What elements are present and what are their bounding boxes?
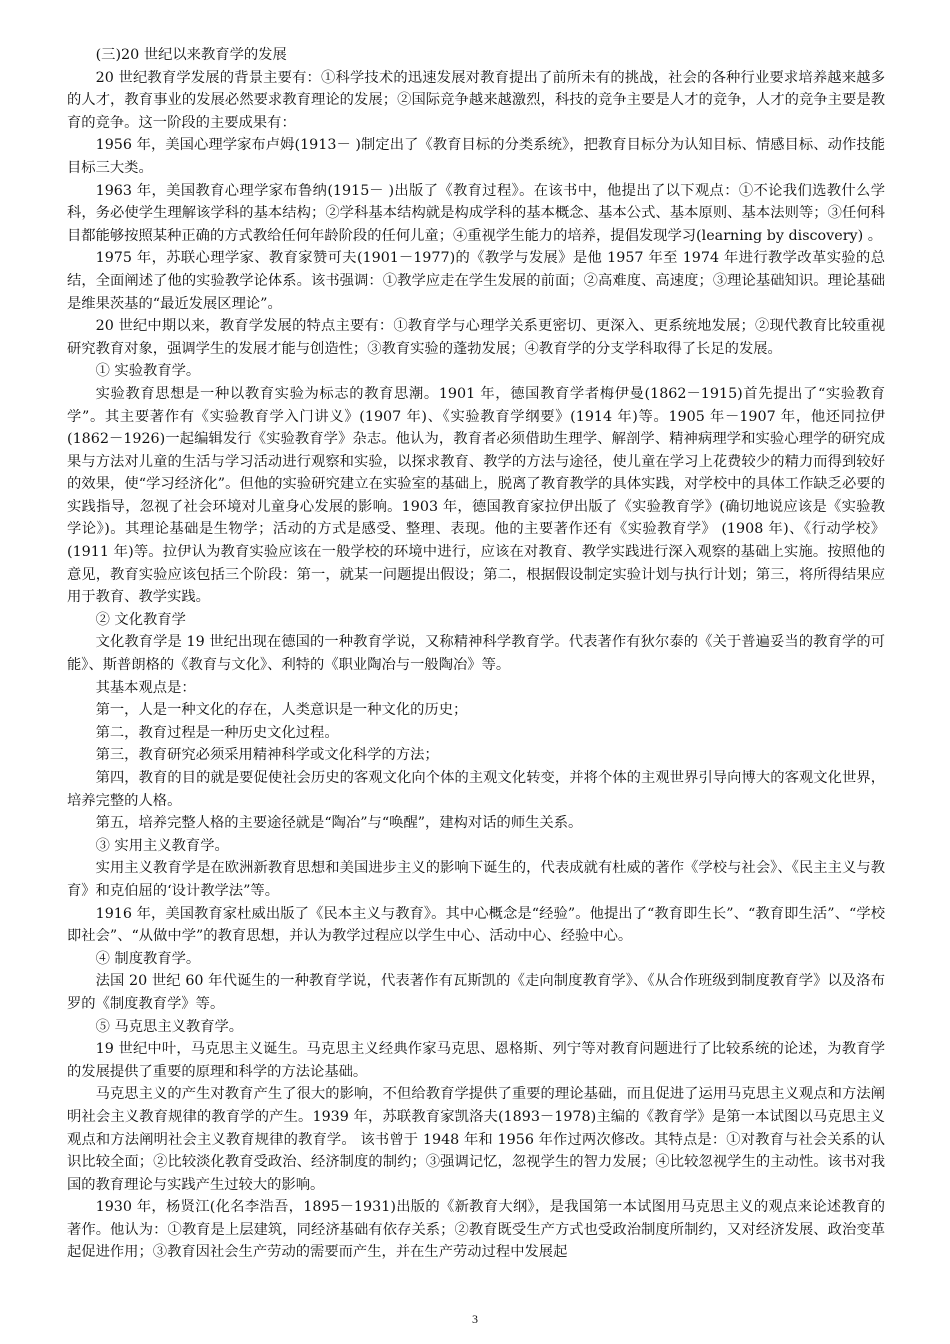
subsection-heading: ① 实验教育学。 bbox=[95, 363, 201, 380]
page-number: 3 bbox=[472, 1312, 478, 1326]
paragraph: 1956 年，美国心理学家布卢姆(1913－ )制定出了《教育目标的分类系统》，把教育目标分为认知目标、情感目标、动作技能目标三大类。 bbox=[67, 137, 885, 176]
paragraph: 20 世纪中期以来，教育学发展的特点主要有：①教育学与心理学关系更密切、更深入、更系统地发展；②现代教育比较重视研究教育对象，强调学生的发展才能与创造性；③教育实验的蓬勃发展；④教育学的分支学科取得了长足的发展。 bbox=[67, 318, 885, 357]
paragraph: 法国 20 世纪 60 年代诞生的一种教育学说，代表著作有瓦斯凯的《走向制度教育学》、《从合作班级到制度教育学》以及洛布罗的《制度教育学》等。 bbox=[67, 973, 885, 1012]
section-title: (三)20 世纪以来教育学的发展 bbox=[95, 47, 287, 63]
paragraph: 实验教育思想是一种以教育实验为标志的教育思潮。1901 年，德国教育学者梅伊曼(1862－1915)首先提出了“实验教育学”。其主要著作有《实验教育学入门讲义》(1907 年)、《实验教育学纲要》(1914 年)等。1905 年－1907 年，他还同拉伊(1862－1926)一起编辑发行《实验教育学》杂志。他认为，教育者必须借助生理学、解剖学、精神病理学和实验心理学的研究成果与方法对儿童的生活与学习活动进行观察和实验，以探求教育、教学的方法与途径，使儿童在学习上花费较少的精力而得到较好的效果，使“学习经济化”。但他的实验研究建立在实验室的基础上，脱离了教育教学的具体实践，对学校中的具体工作缺乏必要的实践指导，忽视了社会环境对儿童身心发展的影响。1903 年，德国教育家拉伊出版了《实验教育学》(确切地说应该是《实验教学论》)。其理论基础是生物学；活动的方式是感受、整理、表现。他的主要著作还有《实验教育学》 (1908 年)、《行动学校》(1911 年)等。拉伊认为教育实验应该在一般学校的环境中进行，应该在对教育、教学实践进行深入观察的基础上实施。按照他的意见，教育实验应该包括三个阶段：第一，就某一问题提出假设；第二，根据假设制定实验计划与执行计划；第三，将所得结果应用于教育、教学实践。 bbox=[67, 385, 885, 606]
subsection-heading: ⑤ 马克思主义教育学。 bbox=[95, 1018, 244, 1035]
paragraph: 马克思主义的产生对教育产生了很大的影响，不但给教育学提供了重要的理论基础，而且促进了运用马克思主义观点和方法阐明社会主义教育规律的教育学的产生。1939 年，苏联教育家凯洛夫(1893－1978)主编的《教育学》是第一本试图以马克思主义观点和方法阐明社会主义教育规律的教育学。 该书曾于 1948 年和 1956 年作过两次修改。其特点是：①对教育与社会关系的认识比较全面；②比较淡化教育受政治、经济制度的制约；③强调记忆，忽视学生的智力发展；④比较忽视学生的主动性。该书对我国的教育理论与实践产生过较大的影响。 bbox=[67, 1086, 885, 1193]
list-item: 其基本观点是： bbox=[95, 679, 196, 696]
subsection-heading: ② 文化教育学 bbox=[95, 611, 186, 628]
document-page bbox=[67, 44, 885, 1264]
subsection-heading: ④ 制度教育学。 bbox=[95, 950, 201, 967]
list-item: 第四，教育的目的就是要促使社会历史的客观文化向个体的主观文化转变，并将个体的主观世界引导向博大的客观文化世界，培养完整的人格。 bbox=[67, 770, 885, 809]
paragraph: 文化教育学是 19 世纪出现在德国的一种教育学说，又称精神科学教育学。代表著作有狄尔泰的《关于普遍妥当的教育学的可能》、斯普朗格的《教育与文化》、利特的《职业陶冶与一般陶冶》等。 bbox=[67, 634, 885, 674]
paragraph: 19 世纪中叶，马克思主义诞生。马克思主义经典作家马克思、恩格斯、列宁等对教育问题进行了比较系统的论述，为教育学的发展提供了重要的原理和科学的方法论基础。 bbox=[67, 1041, 885, 1080]
paragraph: 1963 年，美国教育心理学家布鲁纳(1915－ )出版了《教育过程》。在该书中，他提出了以下观点：①不论我们选教什么学科，务必使学生理解该学科的基本结构；②学科基本结构就是构成学科的基本概念、基本公式、基本原则、基本法则等；③任何科目都能够按照某种正确的方式教给任何年龄阶段的任何儿童；④重视学生能力的培养，提倡发现学习(learning by discovery) 。 bbox=[67, 182, 885, 244]
list-item: 第一，人是一种文化的存在，人类意识是一种文化的历史； bbox=[95, 702, 468, 719]
paragraph: 实用主义教育学是在欧洲新教育思想和美国进步主义的影响下诞生的，代表成就有杜威的著作《学校与社会》、《民主主义与教育》和克伯屈的‘设计教学法”等。 bbox=[67, 860, 885, 899]
subsection-heading: ③ 实用主义教育学。 bbox=[95, 837, 229, 854]
paragraph: 1930 年，杨贤江(化名李浩吾，1895－1931)出版的《新教育大纲》，是我国第一本试图用马克思主义的观点来论述教育的著作。他认为：①教育是上层建筑，同经济基础有依存关系；②教育既受生产方式也受政治制度所制约，又对经济发展、政治变革起促进作用；③教育因社会生产劳动的需要而产生，并在生产劳动过程中发展起 bbox=[67, 1199, 885, 1261]
list-item: 第三，教育研究必须采用精神科学或文化科学的方法； bbox=[95, 747, 439, 764]
paragraph: 20 世纪教育学发展的背景主要有：①科学技术的迅速发展对教育提出了前所未有的挑战，社会的各种行业要求培养越来越多的人才，教育事业的发展必然要求教育理论的发展；②国际竞争越来越激烈，科技的竞争主要是人才的竞争，人才的竞争主要是教育的竞争。这一阶段的主要成果有： bbox=[67, 69, 885, 131]
paragraph: 1975 年，苏联心理学家、教育家赞可夫(1901－1977)的《教学与发展》是他 1957 年至 1974 年进行教学改革实验的总结，全面阐述了他的实验教学论体系。该书强调：①教学应走在学生发展的前面；②高难度、高速度；③理论基础知识。理论基础是维果茨基的“最近发展区理论”。 bbox=[67, 250, 885, 312]
list-item: 第五，培养完整人格的主要途径就是“陶冶”与“唤醒”，建构对话的师生关系。 bbox=[95, 815, 583, 832]
paragraph: 1916 年，美国教育家杜威出版了《民本主义与教育》。其中心概念是“经验”。他提出了“教育即生长”、“教育即生活”、“学校即社会”、“从做中学”的教育思想，并认为教学过程应以学生中心、活动中心、经验中心。 bbox=[67, 905, 885, 945]
list-item: 第二，教育过程是一种历史文化过程。 bbox=[95, 724, 339, 741]
